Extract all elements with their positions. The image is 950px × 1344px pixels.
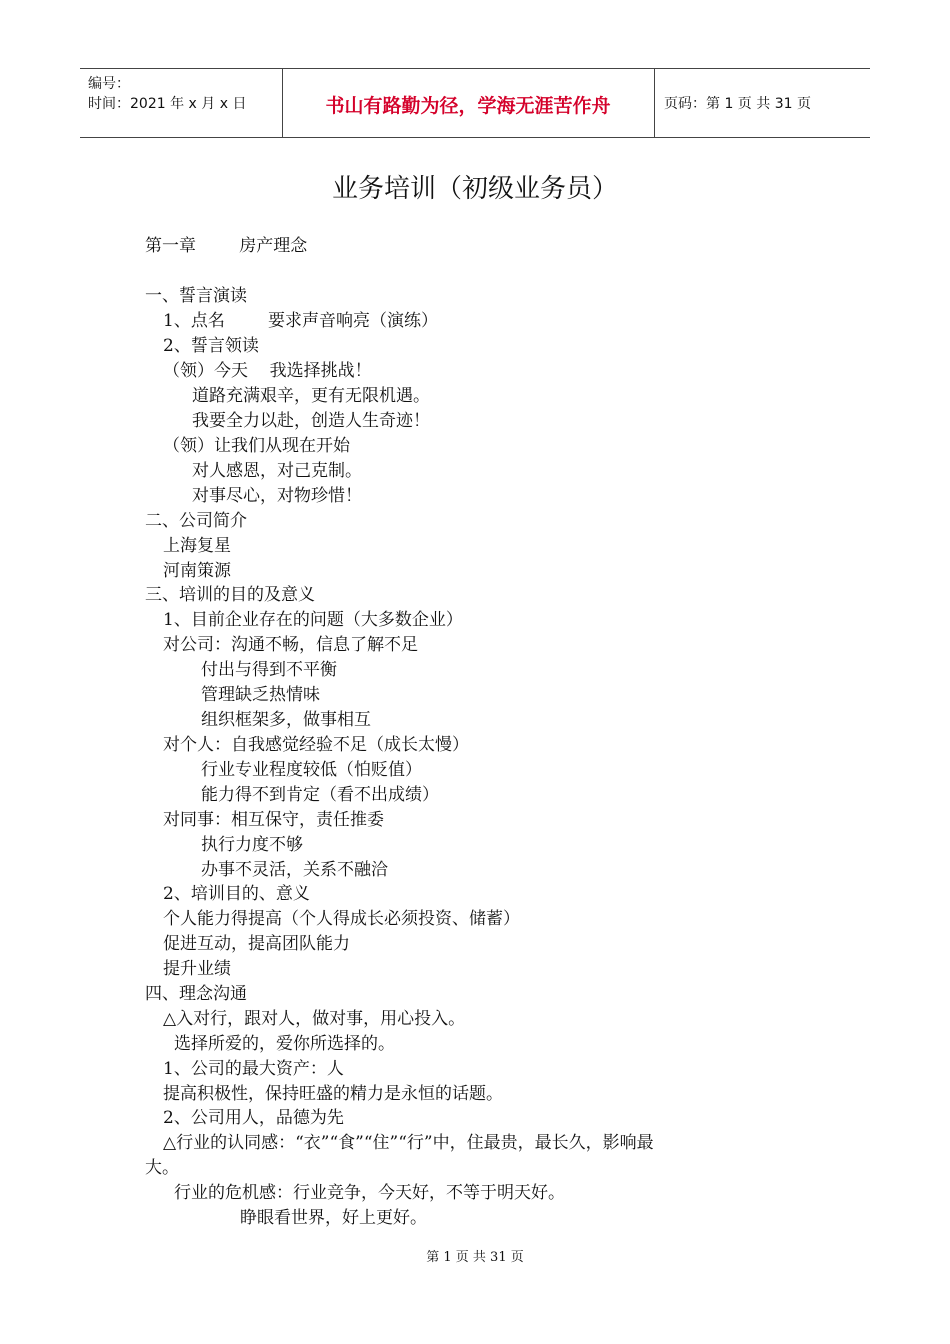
body-line: 上海复星 (163, 536, 231, 556)
body-line: 对个人：自我感觉经验不足（成长太慢） (163, 735, 469, 755)
body-line: 对公司：沟通不畅，信息了解不足 (163, 635, 418, 655)
chapter-heading: 第一章 房产理念 (145, 236, 308, 256)
body-line: 组织框架多，做事相互 (201, 710, 371, 730)
header-meta-cell (80, 69, 283, 137)
body-line: 我要全力以赴，创造人生奇迹！ (192, 411, 430, 431)
section-heading: 四、理念沟通 (145, 984, 247, 1004)
body-line: 行业的危机感：行业竞争，今天好，不等于明天好。 (174, 1183, 565, 1203)
number-label: 编号： (88, 76, 130, 92)
body-line: 1、目前企业存在的问题（大多数企业） (163, 610, 463, 630)
body-line: △行业的认同感：“衣”“食”“住”“行”中，住最贵，最长久，影响最 (163, 1133, 654, 1153)
body-line: 提高积极性，保持旺盛的精力是永恒的话题。 (163, 1084, 503, 1104)
motto: 书山有路勤为径，学海无涯苦作舟 (325, 95, 611, 117)
body-line: 1、点名 要求声音响亮（演练） (163, 311, 439, 331)
body-line: 行业专业程度较低（怕贬值） (201, 760, 422, 780)
body-line: 提升业绩 (163, 959, 231, 979)
body-line: （领）让我们从现在开始 (163, 436, 350, 456)
page-footer: 第 1 页 共 31 页 (426, 1250, 524, 1265)
header-page-cell (654, 69, 870, 137)
page-info: 页码：第 1 页 共 31 页 (664, 96, 811, 112)
body-line: 选择所爱的，爱你所选择的。 (174, 1034, 395, 1054)
body-line: 对同事：相互保守，责任推委 (163, 810, 384, 830)
body-line: 河南策源 (163, 561, 231, 581)
time-label: 时间：2021 年 x 月 x 日 (88, 96, 247, 112)
body-line: 管理缺乏热情味 (201, 685, 320, 705)
body-line: 对事尽心，对物珍惜！ (192, 486, 362, 506)
body-line: （领）今天 我选择挑战！ (163, 361, 372, 381)
body-line: 2、公司用人，品德为先 (163, 1108, 344, 1128)
section-heading: 一、誓言演读 (145, 286, 247, 306)
section-heading: 二、公司简介 (145, 511, 247, 531)
body-line: 2、誓言领读 (163, 336, 259, 356)
body-line: 道路充满艰辛，更有无限机遇。 (192, 386, 430, 406)
body-line: 大。 (145, 1158, 179, 1178)
body-line: 对人感恩，对己克制。 (192, 461, 362, 481)
body-line: △入对行，跟对人，做对事，用心投入。 (163, 1009, 466, 1029)
body-line: 办事不灵活，关系不融洽 (201, 860, 388, 880)
document-header (80, 68, 870, 138)
document-title: 业务培训（初级业务员） (331, 174, 618, 204)
body-line: 个人能力得提高（个人得成长必须投资、储蓄） (163, 909, 520, 929)
body-line: 能力得不到肯定（看不出成绩） (201, 785, 439, 805)
body-line: 睁眼看世界，好上更好。 (240, 1208, 427, 1228)
body-line: 2、培训目的、意义 (163, 884, 310, 904)
header-motto-cell (282, 69, 655, 137)
body-line: 执行力度不够 (201, 835, 303, 855)
body-line: 付出与得到不平衡 (201, 660, 337, 680)
section-heading: 三、培训的目的及意义 (145, 585, 315, 605)
body-line: 促进互动，提高团队能力 (163, 934, 350, 954)
body-line: 1、公司的最大资产：人 (163, 1059, 344, 1079)
